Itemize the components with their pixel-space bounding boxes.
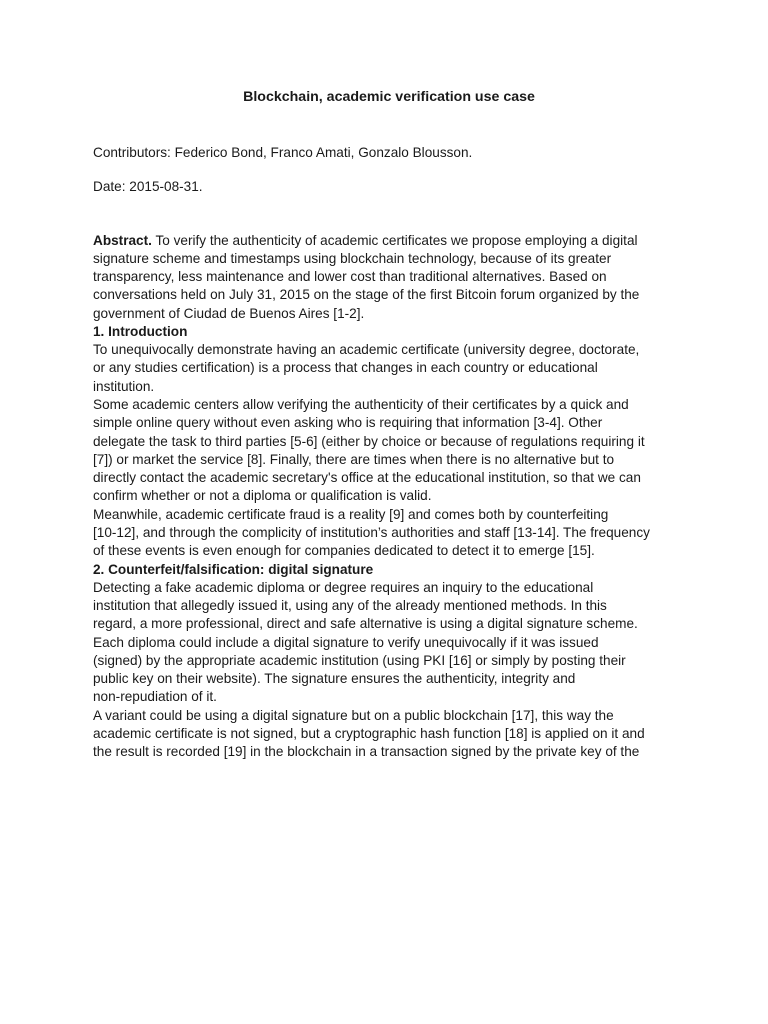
paragraph-line: [7]) or market the service [8]. Finally, there are times when there is no alternative but to: [93, 451, 615, 467]
abstract-line: [93, 232, 683, 250]
intro-paragraph-2: [93, 396, 683, 506]
paragraph-line: [10-12], and through the complicity of institution’s authorities and staff [13-14]. The frequency: [93, 525, 650, 541]
paragraph-line: public key on their website). The signature ensures the authenticity, integrity and: [93, 671, 576, 687]
date-line: Date: 2015-08-31.: [93, 179, 203, 195]
intro-paragraph-1: [93, 341, 683, 396]
abstract-line: government of Ciudad de Buenos Aires [1-2].: [93, 305, 365, 321]
signature-paragraph-3: [93, 707, 683, 762]
abstract-paragraph: [93, 232, 683, 323]
paragraph-line: academic certificate is not signed, but a cryptographic hash function [18] is applied on it and: [93, 726, 645, 742]
paragraph-line: Some academic centers allow verifying the authenticity of their certificates by a quick and: [93, 396, 629, 412]
paragraph-line: A variant could be using a digital signature but on a public blockchain [17], this way the: [93, 707, 614, 723]
document-body: [93, 88, 683, 762]
abstract-line: conversations held on July 31, 2015 on the stage of the first Bitcoin forum organized by the: [93, 287, 640, 303]
paragraph-line: Meanwhile, academic certificate fraud is a reality [9] and comes both by counterfeiting: [93, 506, 609, 522]
abstract-text: To verify the authenticity of academic certificates we propose employing a digital: [151, 232, 638, 248]
abstract-label: Abstract.: [93, 232, 152, 248]
paragraph-line: simple online query without even asking who is requiring that information [3-4]. Other: [93, 415, 603, 431]
paragraph-line: the result is recorded [19] in the blockchain in a transaction signed by the private key of the: [93, 744, 640, 760]
paragraph-line: of these events is even enough for companies dedicated to detect it to emerge [15].: [93, 543, 595, 559]
section-heading-introduction: 1. Introduction: [93, 324, 188, 340]
paragraph-line: To unequivocally demonstrate having an academic certificate (university degree, doctorate,: [93, 342, 640, 358]
paragraph-line: delegate the task to third parties [5-6] (either by choice or because of regulations requiring it: [93, 433, 645, 449]
intro-paragraph-3: [93, 506, 683, 561]
paragraph-line: directly contact the academic secretary's office at the educational institution, so that we can: [93, 470, 641, 486]
paragraph-line: Detecting a fake academic diploma or degree requires an inquiry to the educational: [93, 579, 594, 595]
paragraph-line: non-repudiation of it.: [93, 689, 217, 705]
contributors-line: Contributors: Federico Bond, Franco Amati, Gonzalo Blousson.: [93, 145, 473, 160]
paragraph-line: regard, a more professional, direct and safe alternative is using a digital signature scheme.: [93, 616, 638, 632]
paragraph-line: (signed) by the appropriate academic institution (using PKI [16] or simply by posting their: [93, 652, 626, 668]
abstract-line: signature scheme and timestamps using blockchain technology, because of its greater: [93, 250, 612, 266]
paragraph-line: or any studies certification) is a process that changes in each country or educational: [93, 360, 598, 376]
abstract-line: transparency, less maintenance and lower cost than traditional alternatives. Based on: [93, 269, 607, 285]
paragraph-line: Each diploma could include a digital signature to verify unequivocally if it was issued: [93, 634, 599, 650]
section-heading-digital-signature: 2. Counterfeit/falsification: digital signature: [93, 561, 374, 577]
paragraph-line: institution that allegedly issued it, using any of the already mentioned methods. In this: [93, 597, 607, 613]
paragraph-line: institution.: [93, 378, 155, 394]
signature-paragraph-2: [93, 634, 683, 707]
paragraph-line: confirm whether or not a diploma or qualification is valid.: [93, 488, 432, 504]
signature-paragraph-1: [93, 579, 683, 634]
document-title: Blockchain, academic verification use case: [243, 89, 535, 105]
